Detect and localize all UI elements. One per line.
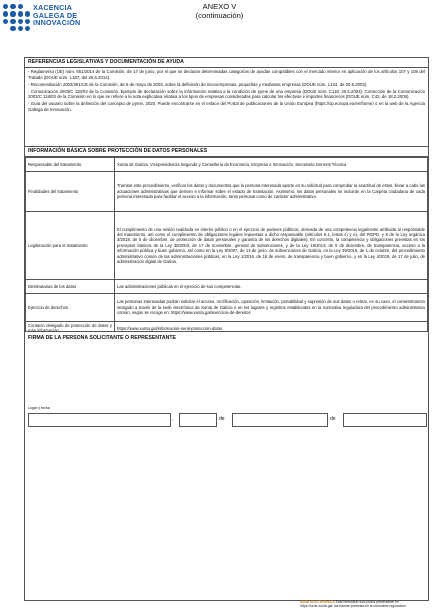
place-date-label: Lugar y fecha [28,406,50,410]
de-label-2: de [330,416,336,422]
references-list [25,68,428,112]
data-protection-section [24,146,429,332]
row-key: Responsable del tratamiento [26,158,115,172]
reference-item: - Comunicación 2003/C 118/03 de la Comisión. Ejemplo de declaración sobre la información relativa a la condición de pyme de una empresa (DOUE núm. C118, 20.5.2003). Corrección de la Comunicación 2003/C 118/03 de la Comisión en lo que se refiere a la nota explicativa relativa a los tipos de empresas consideradas para calcular los efectivos e importes financieros (DOUE núm. C42, de 18.2.2005). [28,88,425,100]
data-protection-table [25,157,428,336]
row-key: Ejercicio de derechos [26,294,115,322]
footer-line-2: https://sede.xunta.gal: las formas previstas en la normativa reguladora [300,604,406,609]
logo-line-2: GALEGA DE [33,10,78,20]
row-key: Contacto delegado de protección de datos y [26,322,115,336]
annex-heading [0,2,439,20]
row-key: Destinatarias de los datos [26,280,115,294]
row-value: Las administraciones públicas en el ejercicio de sus competencias. [115,280,428,294]
reference-item: - Guía del usuario sobre la definición del concepto de pyme, 2020. Puede encontrarse en el enlace del Portal de publicaciones de la Unión Europea (https://op.europa.eu/en/home) o en la web de la Agencia Gallega de Innovación. [28,101,425,112]
reference-item: - Reglamento (UE) núm. 651/2014 de la Comisión, de 17 de junio, por el que se declaran determinadas categorías de ayudas compatibles con el mercado interior en aplicación de los artículos 107 y 108 del Tratado (DOUE núm. L187, del 26.6.2014). [28,69,425,80]
logo-line-1: XACENCIA [33,3,73,12]
table-row [26,158,428,172]
table-row [26,294,428,322]
place-field[interactable] [28,413,174,427]
annex-subtitle: (continuación) [195,11,244,20]
month-field[interactable] [232,413,328,427]
row-value: Las personas interesadas podrán solicitar el acceso, rectificación, oposición, limitación, portabilidad y supresión de sus datos o retirar, en su caso, el consentimiento otorgado a través de la sede electrónica da Xunta de Galicia o en los lugares y registros establecidos en la normativa reguladora del procedimiento administrativo común, según se recoge en: https://www.xunta.gal/exercicio-de-dereitos [115,294,428,322]
row-key: Finalidades del tratamiento [26,172,115,212]
table-row [26,280,428,294]
footer-note [300,600,435,609]
year-field[interactable] [343,413,427,427]
de-label-1: de [219,416,225,422]
row-key: Legitimación para el tratamiento [26,212,115,280]
row-value: https://www.xunta.gal/informacion-xeral-proteccion-datos [115,322,428,336]
row-value: El cumplimiento de una misión realizada en interés público o en el ejercicio de poderes públicos, derivada de una competencia legalmente atribuida al responsable del tratamiento, así como el cumplimiento de obligaciones legales impuestas a dicho responsable (artículos 6.1, letras c) y e), del RGPD, y 8 de la Ley orgánica 3/2018, de 5 de diciembre, de protección de datos personales y garantía de los derechos digitales). En concreto, la competencia y obligaciones previstas en los preceptos básicos de la Ley 38/2003, de 17 de noviembre, general de subvenciones, y de la Ley 19/2013, de 9 de diciembre, de transparencia, acceso a la información pública y buen gobierno, así como en la Ley 9/2007, de 13 de junio, de subvenciones de Galicia, en la Ley 39/2015, de 1 de octubre, del procedimiento administrativo común de las administraciones públicas, en la Ley 1/2016, de 18 de enero, de transparencia y buen gobierno, y en la Ley 4/2019, de 17 de julio, de administración digital de Galicia. [115,212,428,280]
references-title: REFERENCIAS LEGISLATIVAS Y DOCUMENTACIÓN DE AYUDA [25,58,428,68]
signature-title: FIRMA DE LA PERSONA SOLICITANTE O REPRESENTANTE [28,335,176,341]
table-row [26,172,428,212]
reference-item: - Recomendación 2003/361/CE de la Comisión, de 6 de mayo de 2003, sobre la definición de microempresas, pequeñas y medianas empresas (DOUE núm. L124, de 20.5.2003). [28,81,368,87]
signature-section [24,331,429,601]
row-value: Xunta de Galicia. Vicepresidencia Segunda y Consellería de Economía, Empresa e Innovación. Secretaría General Técnica [115,158,428,172]
annex-title: ANEXO V [202,2,237,11]
footer-line-1: Este formulario solo podrá presentarse en [335,600,399,604]
day-field[interactable] [179,413,217,427]
logo-line-3: INNOVACIÓN [33,18,81,28]
comma-separator: , [172,416,174,422]
data-protection-title: INFORMACIÓN BÁSICA SOBRE PROTECCIÓN DE DATOS PERSONALES [25,147,428,157]
table-row [26,212,428,280]
row-value: Tramitar este procedimiento, verificar los datos y documentos que la persona interesada aporte en su solicitud para comprobar la exactitud de estos, llevar a cabo las actuaciones administrativas que deriven e informar sobre el estado de tramitación. Asimismo, los datos personales se incluirán en la Carpeta ciudadana de cada persona interesada para facilitar el acceso a la información, tanto personal como de carácter administrativo. [115,172,428,212]
sede-brand: SEDE ELECTRÓNICA [300,600,335,604]
